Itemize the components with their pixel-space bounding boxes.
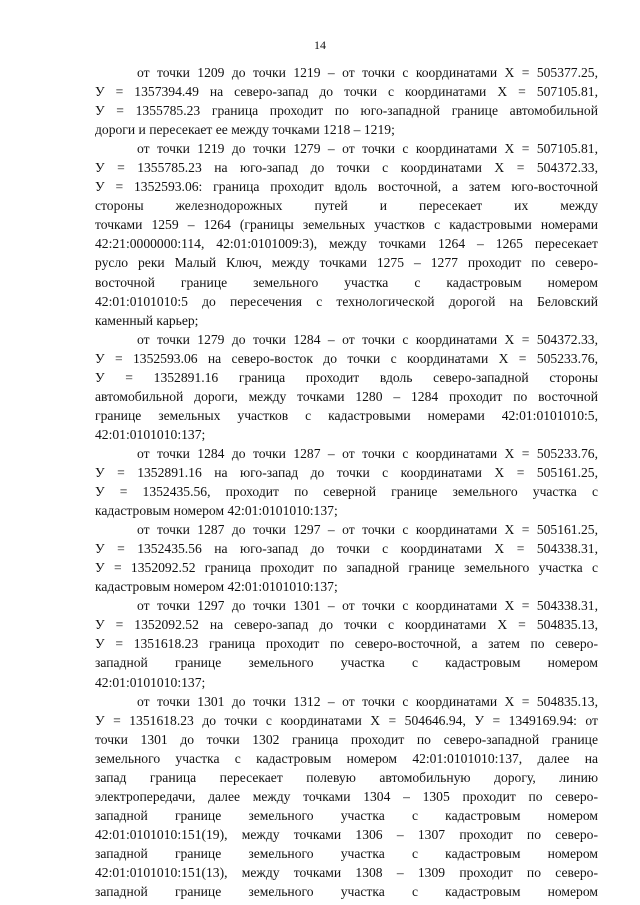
text-line: от точки 1284 до точки 1287 – от точки с координатами Х = 505233.76, [137, 445, 598, 461]
text-line: от точки 1219 до точки 1279 – от точки с координатами Х = 507105.81, [137, 141, 598, 157]
text-line: восточной границе земельного участка с кадастровым номером [95, 274, 598, 290]
text-line: 42:21:0000000:114, 42:01:0101009:3), между точками 1264 – 1265 пересекает [95, 236, 598, 252]
text-line: У = 1355785.23 на юго-запад до точки с координатами Х = 504372.33, [95, 160, 598, 176]
text-line: западной границе земельного участка с кадастровым номером [95, 845, 598, 861]
text-line: земельного участка с кадастровым номером 42:01:0101010:137, далее на [95, 750, 598, 766]
text-line: каменный карьер; [95, 312, 199, 328]
text-line: от точки 1301 до точки 1312 – от точки с координатами Х = 504835.13, [137, 693, 598, 709]
text-line: У = 1352435.56 на юго-запад до точки с координатами Х = 504338.31, [95, 541, 598, 557]
text-line: от точки 1297 до точки 1301 – от точки с координатами Х = 504338.31, [137, 598, 598, 614]
text-line: границе земельных участков с кадастровыми номерами 42:01:0101010:5, [95, 407, 598, 423]
text-line: автомобильной дороги, между точками 1280 – 1284 проходит по восточной [95, 388, 598, 404]
text-line: У = 1352435.56, проходит по северной границе земельного участка с [95, 484, 598, 500]
text-line: 42:01:0101010:151(19), между точками 1306 – 1307 проходит по северо- [95, 826, 598, 842]
paragraph [95, 139, 598, 329]
text-line: У = 1352593.06 на северо-восток до точки с координатами Х = 505233.76, [95, 350, 598, 366]
paragraph [95, 444, 598, 520]
text-line: У = 1357394.49 на северо-запад до точки с координатами Х = 507105.81, [95, 84, 598, 100]
text-line: электропередачи, далее между точками 1304 – 1305 проходит по северо- [95, 788, 598, 804]
text-line: У = 1351618.23 граница проходит по северо-восточной, а затем по северо- [95, 636, 598, 652]
text-line: русло реки Малый Ключ, между точками 1275 – 1277 проходит по северо- [95, 255, 598, 271]
text-line: запад граница пересекает полевую автомобильную дорогу, линию [95, 769, 598, 785]
text-line: У = 1352593.06: граница проходит вдоль восточной, а затем юго-восточной [95, 179, 598, 195]
text-line: от точки 1209 до точки 1219 – от точки с координатами Х = 505377.25, [137, 65, 598, 80]
paragraph [95, 596, 598, 691]
text-line: 42:01:0101010:151(13), между точками 1308 – 1309 проходит по северо- [95, 864, 598, 880]
text-line: 42:01:0101010:5 до пересечения с технологической дорогой на Беловский [95, 293, 598, 309]
text-line: У = 1352891.16 на юго-запад до точки с координатами Х = 505161.25, [95, 464, 598, 480]
text-line: западной границе земельного участка с кадастровым номером [95, 807, 598, 823]
paragraph [95, 63, 598, 139]
text-line: кадастровым номером 42:01:0101010:137; [95, 579, 338, 595]
text-line: У = 1352092.52 на северо-запад до точки с координатами Х = 504835.13, [95, 617, 598, 633]
paragraph [95, 330, 598, 444]
text-line: западной границе земельного участка с кадастровым номером [95, 655, 598, 671]
text-line: стороны железнодорожных путей и пересекает их между [95, 198, 598, 214]
text-line: западной границе земельного участка с кадастровым номером [95, 884, 598, 900]
text-line: кадастровым номером 42:01:0101010:137; [95, 503, 338, 519]
text-line: У = 1352891.16 граница проходит вдоль северо-западной стороны [95, 369, 598, 385]
text-line: У = 1351618.23 до точки с координатами Х = 504646.94, У = 1349169.94: от [95, 712, 598, 728]
text-line: от точки 1279 до точки 1284 – от точки с координатами Х = 504372.33, [137, 331, 598, 347]
paragraph [95, 692, 598, 902]
text-line: точки 1301 до точки 1302 граница проходит по северо-западной границе [95, 731, 598, 747]
text-line: 42:01:0101010:137; [95, 426, 206, 442]
text-line: У = 1352092.52 граница проходит по западной границе земельного участка с [95, 560, 598, 576]
text-line: У = 1355785.23 граница проходит по юго-западной границе автомобильной [95, 103, 598, 119]
text-line: 42:01:0101010:137; [95, 674, 206, 690]
page-number: 14 [314, 38, 326, 52]
paragraph [95, 520, 598, 596]
text-line: дороги и пересекает ее между точками 1218 – 1219; [95, 122, 395, 138]
text-line: от точки 1287 до точки 1297 – от точки с координатами Х = 505161.25, [137, 522, 598, 538]
text-line: точками 1259 – 1264 (границы земельных участков с кадастровыми номерами [95, 217, 598, 233]
document-body [95, 63, 598, 901]
